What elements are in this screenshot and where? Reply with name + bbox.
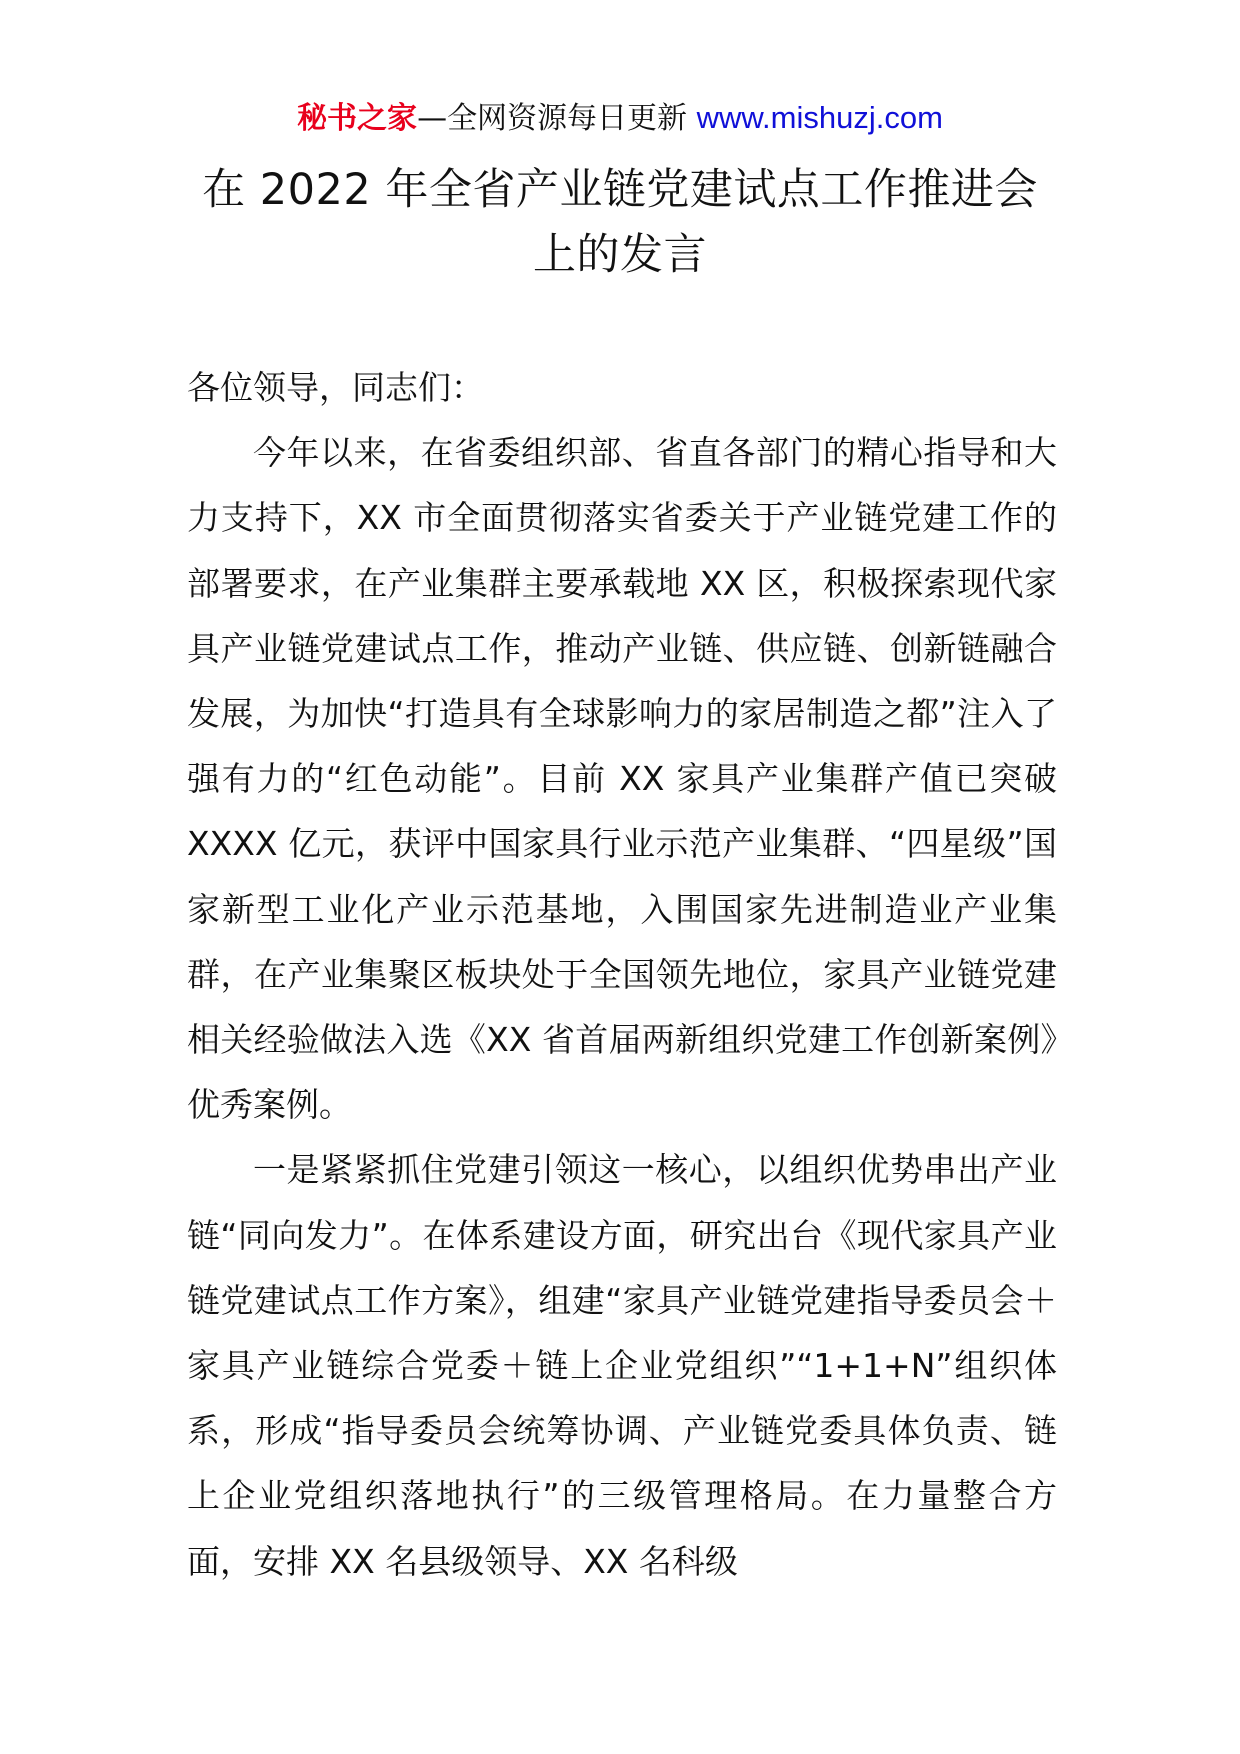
document-title-line-2: 上的发言 — [533, 230, 707, 280]
site-header — [0, 98, 1240, 139]
paragraph-2: 一是紧紧抓住党建引领这一核心，以组织优势串出产业链“同向发力”。在体系建设方面，研究出台《现代家具产业链党建试点工作方案》，组建“家具产业链党建指导委员会＋家具产业链综合党委＋链上企业党组织”“1+1+N”组织体系，形成“指导委员会统筹协调、产业链党委具体负责、链上企业党组织落地执行”的三级管理格局。在力量整合方面，安排 XX 名县级领导、XX 名科级 — [187, 1150, 1057, 1581]
document-title-line-1: 在 2022 年全省产业链党建试点工作推进会 — [202, 165, 1038, 215]
paragraph-1: 今年以来，在省委组织部、省直各部门的精心指导和大力支持下，XX 市全面贯彻落实省委关于产业链党建工作的部署要求，在产业集群主要承载地 XX 区，积极探索现代家具产业链党建试点工作，推动产业链、供应链、创新链融合发展，为加快“打造具有全球影响力的家居制造之都”注入了强有力的“红色动能”。目前 XX 家具产业集群产值已突破 XXXX 亿元，获评中国家具行业示范产业集群、“四星级”国家新型工业化产业示范基地，入围国家先进制造业产业集群，在产业集聚区板块处于全国领先地位，家具产业链党建相关经验做法入选《XX 省首届两新组织党建工作创新案例》优秀案例。 — [187, 433, 1057, 1125]
site-brand: 秘书之家 — [297, 101, 418, 136]
site-slogan: —全网资源每日更新 — [417, 101, 688, 136]
document-body — [187, 355, 1057, 1594]
site-url-link[interactable]: www.mishuzj.com — [696, 100, 943, 135]
document-title — [170, 158, 1070, 288]
salutation: 各位领导，同志们： — [187, 368, 484, 407]
